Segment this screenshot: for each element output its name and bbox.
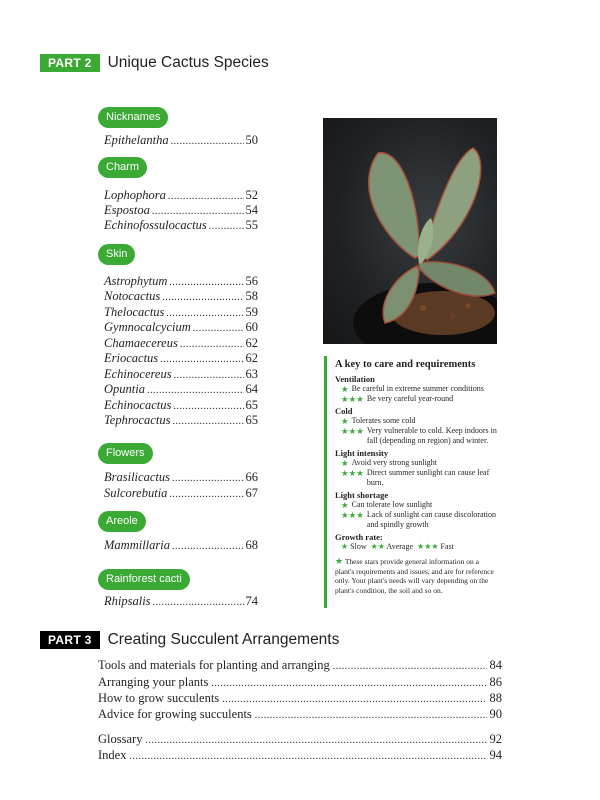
- entry-page: 86: [489, 675, 502, 689]
- entry-name: Gymnocalcycium: [104, 320, 191, 334]
- leader-dots: [152, 204, 244, 219]
- entry-name: Astrophytum: [104, 274, 168, 288]
- leader-dots: [171, 134, 244, 149]
- leader-dots: [209, 219, 244, 234]
- entry-name: Thelocactus: [104, 305, 165, 319]
- entry-page: 65: [245, 413, 258, 427]
- entry-name: Glossary: [98, 732, 143, 746]
- growth-label: Average: [386, 542, 414, 551]
- star-icon: ★★★: [341, 510, 364, 520]
- entry-name: Notocactus: [104, 289, 161, 303]
- succulent-photo: [323, 118, 497, 344]
- entry-page: 54: [245, 203, 258, 217]
- toc-entry[interactable]: [104, 538, 258, 553]
- key-line: [335, 384, 500, 394]
- toc-entry[interactable]: [98, 657, 502, 673]
- entry-name: Opuntia: [104, 382, 145, 396]
- toc-entry[interactable]: [104, 336, 258, 351]
- entry-page: 90: [489, 707, 502, 721]
- entry-page: 88: [489, 691, 502, 705]
- leader-dots: [147, 383, 244, 398]
- entry-page: 74: [245, 594, 258, 608]
- key-line: [335, 468, 500, 488]
- entry-name: Echinocereus: [104, 367, 172, 381]
- leader-dots: [153, 595, 244, 610]
- toc-entry[interactable]: [104, 188, 258, 203]
- leader-dots: [169, 275, 243, 290]
- entry-page: 59: [245, 305, 258, 319]
- key-section-heading: Light intensity: [335, 448, 389, 458]
- entry-name: Advice for growing succulents: [98, 707, 252, 721]
- key-note-text: These stars provide general information on a plant's requirements and issues, and are for reference only. Your plant's needs will vary depending on the plant's condition, the soil and so on.: [335, 557, 494, 595]
- leader-dots: [172, 471, 244, 486]
- part3-header: [40, 631, 339, 649]
- entry-name: Arranging your plants: [98, 675, 209, 689]
- star-icon: ★: [335, 556, 344, 566]
- part-tag: PART 2: [40, 54, 100, 72]
- key-line-text: Lack of sunlight can cause discoloration and spindly growth: [366, 510, 496, 529]
- entry-name: Espostoa: [104, 203, 150, 217]
- toc-entry[interactable]: [104, 470, 258, 485]
- toc-entry[interactable]: [104, 320, 258, 335]
- key-line-text: Tolerates some cold: [351, 416, 416, 425]
- leader-dots: [255, 708, 487, 724]
- part-title: Creating Succulent Arrangements: [107, 631, 340, 648]
- star-icon: ★★★: [341, 394, 364, 404]
- key-line: [335, 458, 500, 468]
- key-line: [335, 426, 500, 446]
- star-icon: ★★★: [341, 468, 364, 478]
- toc-entry[interactable]: [104, 289, 258, 304]
- star-icon: ★: [341, 458, 349, 468]
- entry-name: Echinocactus: [104, 398, 172, 412]
- entry-name: Sulcorebutia: [104, 486, 168, 500]
- toc-entry[interactable]: [104, 274, 258, 289]
- entry-name: Epithelantha: [104, 133, 169, 147]
- key-section-heading: Cold: [335, 406, 353, 416]
- toc-entry[interactable]: [98, 674, 502, 690]
- key-line-text: Be careful in extreme summer conditions: [351, 384, 484, 393]
- toc-entry[interactable]: [104, 305, 258, 320]
- category-pill: Nicknames: [98, 107, 168, 128]
- toc-entry[interactable]: [104, 594, 258, 609]
- entry-name: Tephrocactus: [104, 413, 171, 427]
- key-line: [335, 510, 500, 530]
- leader-dots: [168, 189, 244, 204]
- entry-page: 62: [245, 351, 258, 365]
- entry-page: 66: [245, 470, 258, 484]
- entry-name: Brasilicactus: [104, 470, 170, 484]
- toc-entry[interactable]: [98, 731, 502, 747]
- leader-dots: [180, 337, 244, 352]
- entry-page: 67: [245, 486, 258, 500]
- key-line-text: Direct summer sunlight can cause leaf burn.: [366, 468, 490, 487]
- growth-rate-line: [335, 542, 500, 552]
- leader-dots: [193, 321, 244, 336]
- entry-name: Rhipsalis: [104, 594, 151, 608]
- entry-name: Chamaecereus: [104, 336, 178, 350]
- toc-entry[interactable]: [104, 486, 258, 501]
- succulent-illustration: [323, 118, 497, 344]
- toc-entry[interactable]: [98, 747, 502, 763]
- entry-page: 62: [245, 336, 258, 350]
- growth-label: Slow: [350, 542, 367, 551]
- entry-name: How to grow succulents: [98, 691, 220, 705]
- star-icon: ★★★: [417, 542, 439, 551]
- category-pill: Charm: [98, 157, 147, 178]
- key-line-text: Be very careful year-round: [366, 394, 454, 403]
- key-line: [335, 394, 500, 404]
- leader-dots: [129, 749, 486, 765]
- entry-page: 52: [245, 188, 258, 202]
- leader-dots: [172, 539, 244, 554]
- toc-entry[interactable]: [104, 133, 258, 148]
- toc-entry[interactable]: [104, 382, 258, 397]
- star-icon: ★★: [370, 542, 385, 551]
- leader-dots: [174, 368, 244, 383]
- toc-entry[interactable]: [104, 203, 258, 218]
- key-note: [335, 557, 500, 595]
- toc-entry[interactable]: [104, 351, 258, 366]
- entry-page: 63: [245, 367, 258, 381]
- entry-page: 50: [245, 133, 258, 147]
- entry-page: 55: [245, 218, 258, 232]
- leader-dots: [169, 487, 243, 502]
- toc-entry[interactable]: [104, 398, 258, 413]
- toc-entry[interactable]: [98, 690, 502, 706]
- key-line-text: Very vulnerable to cold. Keep indoors in fall (depending on region) and winter.: [366, 426, 497, 445]
- star-icon: ★★★: [341, 426, 364, 436]
- entry-name: Eriocactus: [104, 351, 159, 365]
- star-icon: ★: [341, 384, 349, 394]
- leader-dots: [172, 414, 243, 429]
- entry-name: Mammillaria: [104, 538, 170, 552]
- category-pill: Areole: [98, 511, 146, 532]
- leader-dots: [333, 659, 487, 675]
- category-pill: Flowers: [98, 443, 153, 464]
- category-pill: Skin: [98, 244, 135, 265]
- leader-dots: [173, 399, 243, 414]
- entry-page: 60: [245, 320, 258, 334]
- key-section-heading: Ventilation: [335, 374, 375, 384]
- toc-entry[interactable]: [104, 367, 258, 382]
- key-section-heading: Light shortage: [335, 490, 389, 500]
- leader-dots: [166, 306, 243, 321]
- key-line-text: Can tolerate low sunlight: [351, 500, 433, 509]
- entry-page: 65: [245, 398, 258, 412]
- key-title: A key to care and requirements: [335, 359, 476, 370]
- category-pill: Rainforest cacti: [98, 569, 190, 590]
- growth-label: Fast: [440, 542, 454, 551]
- toc-entry[interactable]: [104, 413, 258, 428]
- entry-page: 94: [489, 748, 502, 762]
- entry-page: 56: [245, 274, 258, 288]
- part-title: Unique Cactus Species: [107, 54, 269, 71]
- entry-page: 64: [245, 382, 258, 396]
- leader-dots: [160, 352, 243, 367]
- key-line: [335, 416, 500, 426]
- star-icon: ★: [341, 500, 349, 510]
- toc-entry[interactable]: [104, 218, 258, 233]
- care-key-box: [324, 356, 500, 608]
- entry-name: Echinofossulocactus: [104, 218, 207, 232]
- part-tag: PART 3: [40, 631, 100, 649]
- entry-page: 68: [245, 538, 258, 552]
- entry-name: Index: [98, 748, 127, 762]
- entry-name: Tools and materials for planting and arranging: [98, 658, 330, 672]
- key-line: [335, 500, 500, 510]
- part2-header: [40, 54, 269, 72]
- star-icon: ★: [341, 416, 349, 426]
- entry-name: Lophophora: [104, 188, 166, 202]
- leader-dots: [162, 290, 243, 305]
- entry-page: 84: [489, 658, 502, 672]
- star-icon: ★: [341, 542, 349, 551]
- entry-page: 58: [245, 289, 258, 303]
- key-section-heading: Growth rate:: [335, 532, 383, 542]
- key-line-text: Avoid very strong sunlight: [351, 458, 438, 467]
- entry-page: 92: [489, 732, 502, 746]
- toc-entry[interactable]: [98, 706, 502, 722]
